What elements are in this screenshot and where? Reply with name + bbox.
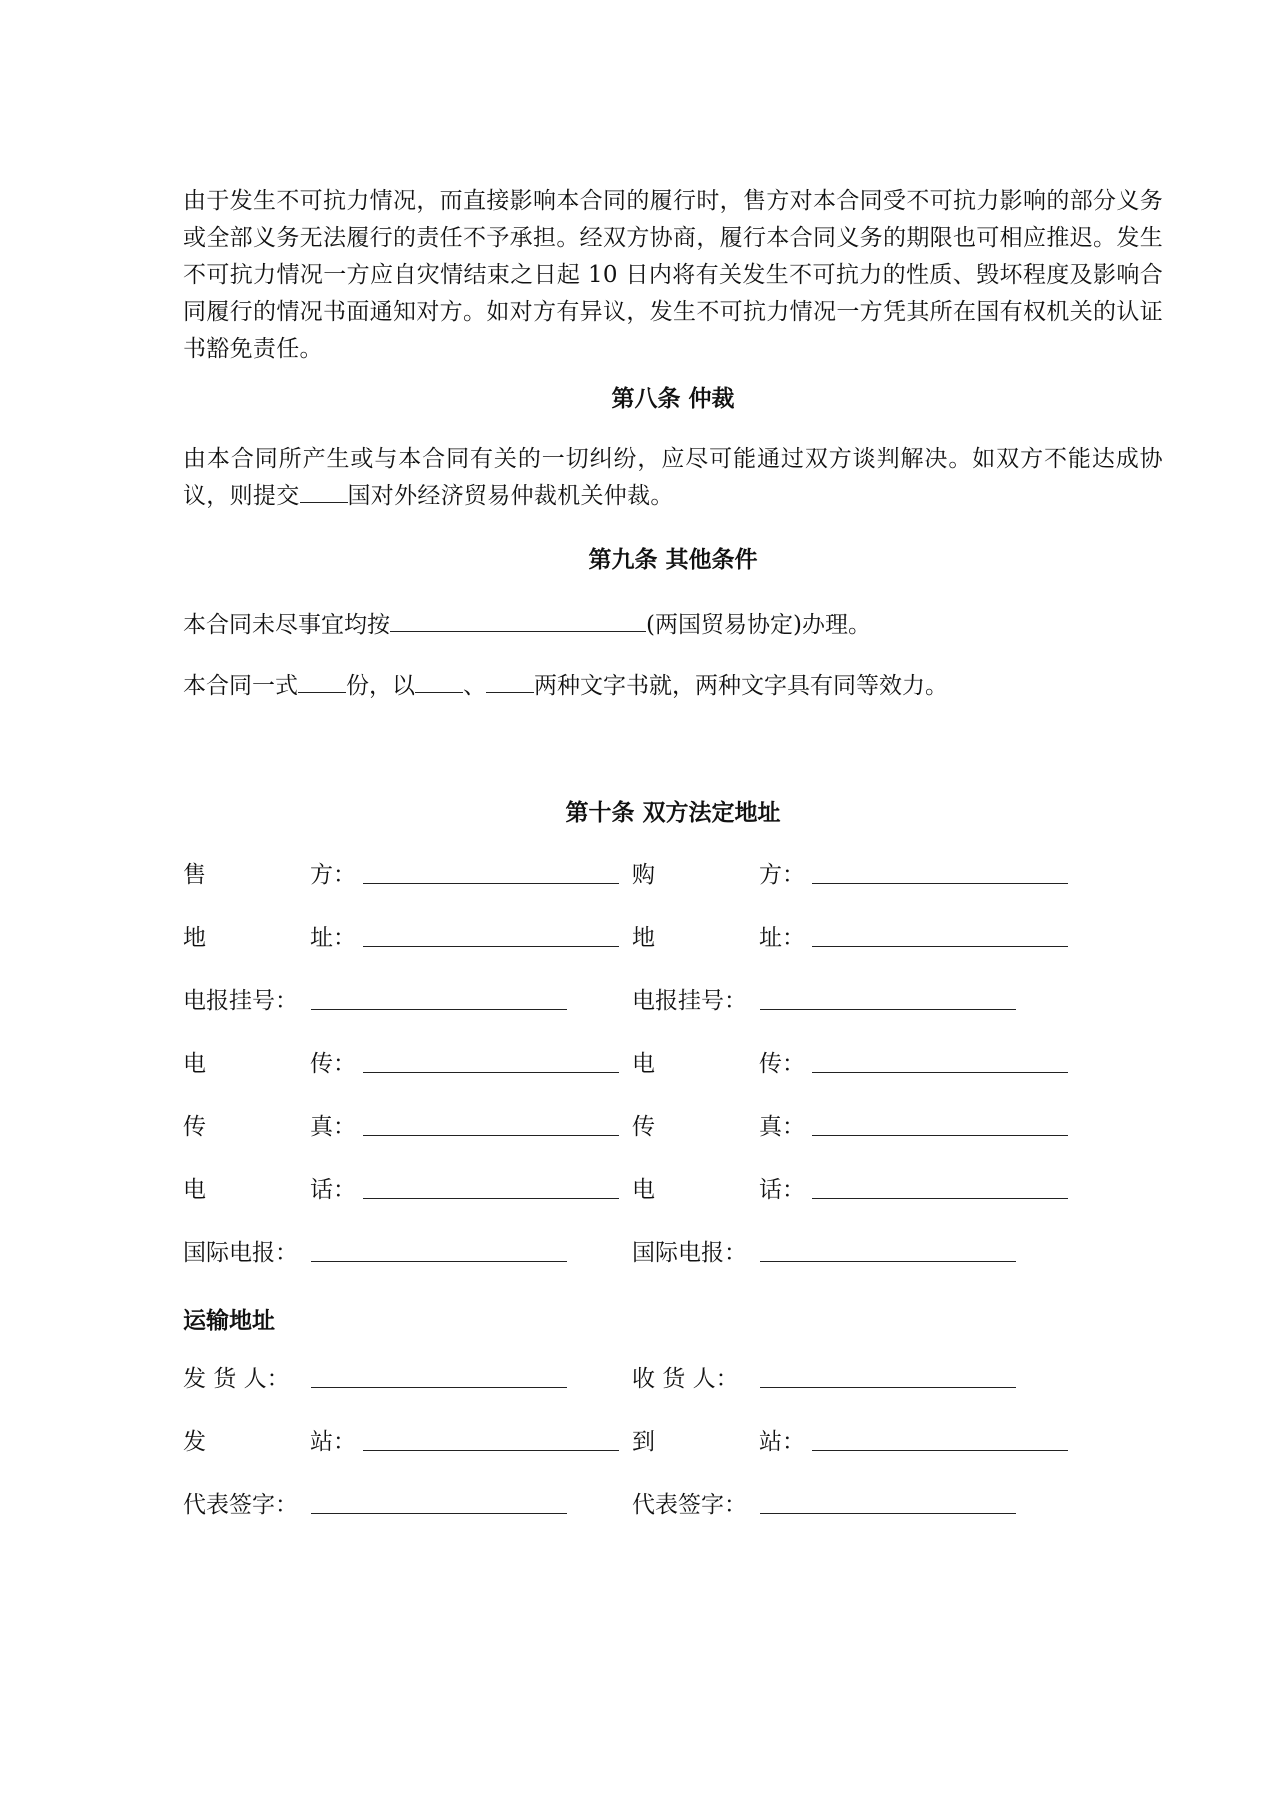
address-left-blank[interactable] (363, 883, 619, 884)
address-right-label: 电报挂号： (632, 988, 747, 1014)
address-left-label: 话： (310, 1177, 356, 1203)
address-right-label: 地 (632, 925, 655, 951)
transport-row (0, 1360, 1280, 1394)
article8-paragraph (183, 441, 1163, 515)
transport-right-blank[interactable] (760, 1513, 1016, 1514)
transport-left-label: 站： (310, 1429, 356, 1455)
address-right-blank[interactable] (812, 1135, 1068, 1136)
transport-left-blank[interactable] (311, 1387, 567, 1388)
transport-right-label: 收 货 人： (632, 1366, 739, 1392)
address-right-label: 方： (759, 862, 805, 888)
address-left-label: 电报挂号： (183, 988, 298, 1014)
transport-row (0, 1423, 1280, 1457)
transport-row (0, 1486, 1280, 1520)
article9-line1-before: 本合同未尽事宜均按 (183, 612, 390, 638)
address-right-label: 真： (759, 1114, 805, 1140)
force-majeure-paragraph: 由于发生不可抗力情况，而直接影响本合同的履行时，售方对本合同受不可抗力影响的部分义务或全部义务无法履行的责任不予承担。经双方协商，履行本合同义务的期限也可相应推迟。发生不可抗力情况一方应自灾情结束之日起 10 日内将有关发生不可抗力的性质、毁坏程度及影响合同履行的情况书面通知对方。如对方有异议，发生不可抗力情况一方凭其所在国有权机关的认证书豁免责任。 (183, 188, 1163, 362)
language2-blank[interactable] (486, 670, 534, 693)
address-left-blank[interactable] (363, 946, 619, 947)
address-right-label: 话： (759, 1177, 805, 1203)
article9-line2-part3: 、 (463, 673, 486, 699)
transport-title: 运输地址 (183, 1308, 275, 1334)
transport-left-blank[interactable] (363, 1450, 619, 1451)
address-left-label: 售 (183, 862, 206, 888)
article9-title: 第九条 其他条件 (588, 547, 758, 573)
article10-title: 第十条 双方法定地址 (565, 800, 781, 826)
article9-line2-part2: 份，以 (346, 673, 415, 699)
address-right-blank[interactable] (760, 1009, 1016, 1010)
copies-count-blank[interactable] (298, 670, 346, 693)
article9-line1 (183, 606, 871, 639)
address-left-label: 传： (310, 1051, 356, 1077)
address-left-label: 电 (183, 1051, 206, 1077)
address-row (0, 1045, 1280, 1079)
address-row (0, 1234, 1280, 1268)
address-right-blank[interactable] (812, 946, 1068, 947)
address-right-blank[interactable] (812, 1198, 1068, 1199)
address-row (0, 982, 1280, 1016)
address-right-label: 电 (632, 1051, 655, 1077)
article9-line1-after: (两国贸易协定)办理。 (646, 612, 871, 638)
transport-right-label: 代表签字： (632, 1492, 747, 1518)
language1-blank[interactable] (415, 670, 463, 693)
address-left-blank[interactable] (311, 1009, 567, 1010)
address-right-label: 购 (632, 862, 655, 888)
address-left-label: 国际电报： (183, 1240, 298, 1266)
address-left-blank[interactable] (363, 1198, 619, 1199)
article9-line2-part1: 本合同一式 (183, 673, 298, 699)
transport-left-label: 代表签字： (183, 1492, 298, 1518)
address-right-label: 传 (632, 1114, 655, 1140)
article8-text-before: 由本合同所产生或与本合同有关的一切纠纷，应尽可能通过双方谈判解决。如双方不能达成协议，则提交 (183, 446, 1163, 509)
address-left-blank[interactable] (363, 1072, 619, 1073)
address-left-blank[interactable] (311, 1261, 567, 1262)
article8-title: 第八条 仲裁 (611, 386, 735, 412)
transport-left-label: 发 (183, 1429, 206, 1455)
transport-right-blank[interactable] (812, 1450, 1068, 1451)
address-left-label: 址： (310, 925, 356, 951)
transport-left-blank[interactable] (311, 1513, 567, 1514)
address-right-label: 电 (632, 1177, 655, 1203)
address-left-label: 方： (310, 862, 356, 888)
transport-right-label: 到 (632, 1429, 655, 1455)
address-right-blank[interactable] (812, 1072, 1068, 1073)
address-row (0, 919, 1280, 953)
address-left-blank[interactable] (363, 1135, 619, 1136)
arbitration-country-blank[interactable] (300, 480, 348, 503)
address-left-label: 传 (183, 1114, 206, 1140)
transport-right-blank[interactable] (760, 1387, 1016, 1388)
address-left-label: 真： (310, 1114, 356, 1140)
address-right-label: 国际电报： (632, 1240, 747, 1266)
transport-left-label: 发 货 人： (183, 1366, 290, 1392)
address-left-label: 地 (183, 925, 206, 951)
address-right-label: 址： (759, 925, 805, 951)
address-right-blank[interactable] (760, 1261, 1016, 1262)
address-row (0, 1171, 1280, 1205)
address-row (0, 1108, 1280, 1142)
address-right-blank[interactable] (812, 883, 1068, 884)
transport-right-label: 站： (759, 1429, 805, 1455)
address-left-label: 电 (183, 1177, 206, 1203)
address-row (0, 856, 1280, 890)
trade-agreement-blank[interactable] (390, 609, 646, 632)
article8-text-after: 国对外经济贸易仲裁机关仲裁。 (347, 483, 674, 509)
article9-line2 (183, 667, 948, 700)
address-right-label: 传： (759, 1051, 805, 1077)
article9-line2-part4: 两种文字书就，两种文字具有同等效力。 (534, 673, 948, 699)
